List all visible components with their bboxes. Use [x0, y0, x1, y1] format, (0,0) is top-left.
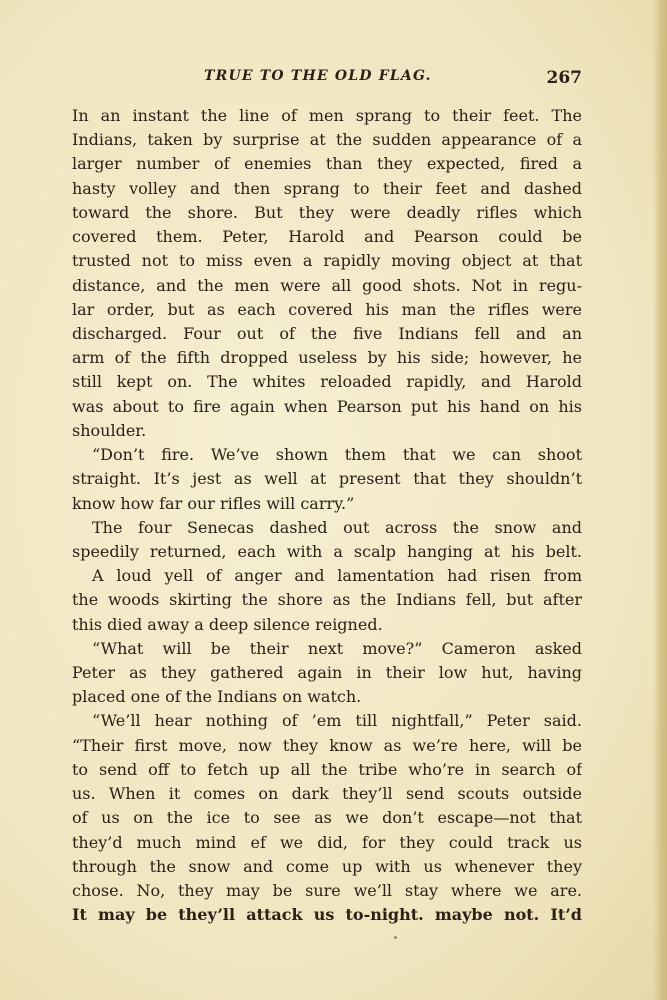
- text-line: It may be they’ll attack us to-night. maybe not. It’d: [72, 905, 582, 925]
- text-line: trusted not to miss even a rapidly moving object at that: [72, 251, 582, 271]
- text-line: was about to fire again when Pearson put his hand on his: [72, 396, 582, 416]
- paper-speck: [394, 936, 397, 939]
- text-line: “We’ll hear nothing of ’em till nightfall,” Peter said.: [92, 711, 582, 731]
- text-line: know how far our rifles will carry.”: [72, 493, 355, 513]
- text-line: “Their first move, now they know as we’re here, will be: [72, 735, 582, 755]
- text-line: hasty volley and then sprang to their feet and dashed: [72, 178, 582, 198]
- text-line: In an instant the line of men sprang to their feet. The: [72, 106, 582, 125]
- text-line: straight. It’s jest as well at present that they shouldn’t: [72, 469, 582, 489]
- text-line: “What will be their next move?” Cameron asked: [92, 638, 582, 658]
- text-line: us. When it comes on dark they’ll send scouts outside: [72, 784, 582, 804]
- text-line: to send off to fetch up all the tribe who’re in search of: [72, 759, 582, 779]
- text-line: placed one of the Indians on watch.: [72, 687, 362, 707]
- text-line: distance, and the men were all good shots. Not in regu-: [72, 275, 582, 295]
- text-line: discharged. Four out of the five Indians fell and an: [72, 323, 582, 343]
- body-text: [72, 104, 582, 927]
- text-line: still kept on. The whites reloaded rapidly, and Harold: [72, 372, 582, 392]
- text-line: covered them. Peter, Harold and Pearson could be: [72, 227, 582, 247]
- page-header: [70, 64, 582, 88]
- text-line: A loud yell of anger and lamentation had risen from: [92, 566, 582, 586]
- text-line: arm of the fifth dropped useless by his side; however, he: [72, 348, 582, 368]
- text-line: toward the shore. But they were deadly rifles which: [72, 202, 582, 222]
- text-line: this died away a deep silence reigned.: [72, 614, 383, 634]
- text-line: the woods skirting the shore as the Indians fell, but after: [72, 590, 582, 610]
- text-line: larger number of enemies than they expected, fired a: [72, 154, 582, 174]
- text-line: The four Senecas dashed out across the snow and: [92, 517, 582, 537]
- page-number: 267: [546, 68, 582, 88]
- text-line: “Don’t fire. We’ve shown them that we can shoot: [92, 445, 582, 465]
- text-line: speedily returned, each with a scalp hanging at his belt.: [72, 541, 582, 561]
- text-line: Indians, taken by surprise at the sudden appearance of a: [72, 130, 582, 150]
- text-line: they’d much mind ef we did, for they could track us: [72, 832, 582, 852]
- text-line: Peter as they gathered again in their low hut, having: [72, 663, 582, 683]
- text-line: through the snow and come up with us whenever they: [72, 856, 582, 876]
- running-title: TRUE TO THE OLD FLAG.: [204, 68, 432, 84]
- text-line: chose. No, they may be sure we’ll stay where we are.: [72, 881, 582, 900]
- page-edge: [653, 0, 667, 1000]
- text-line: shoulder.: [72, 420, 147, 440]
- text-line: lar order, but as each covered his man the rifles were: [72, 299, 582, 319]
- text-line: of us on the ice to see as we don’t escape—not that: [72, 808, 582, 828]
